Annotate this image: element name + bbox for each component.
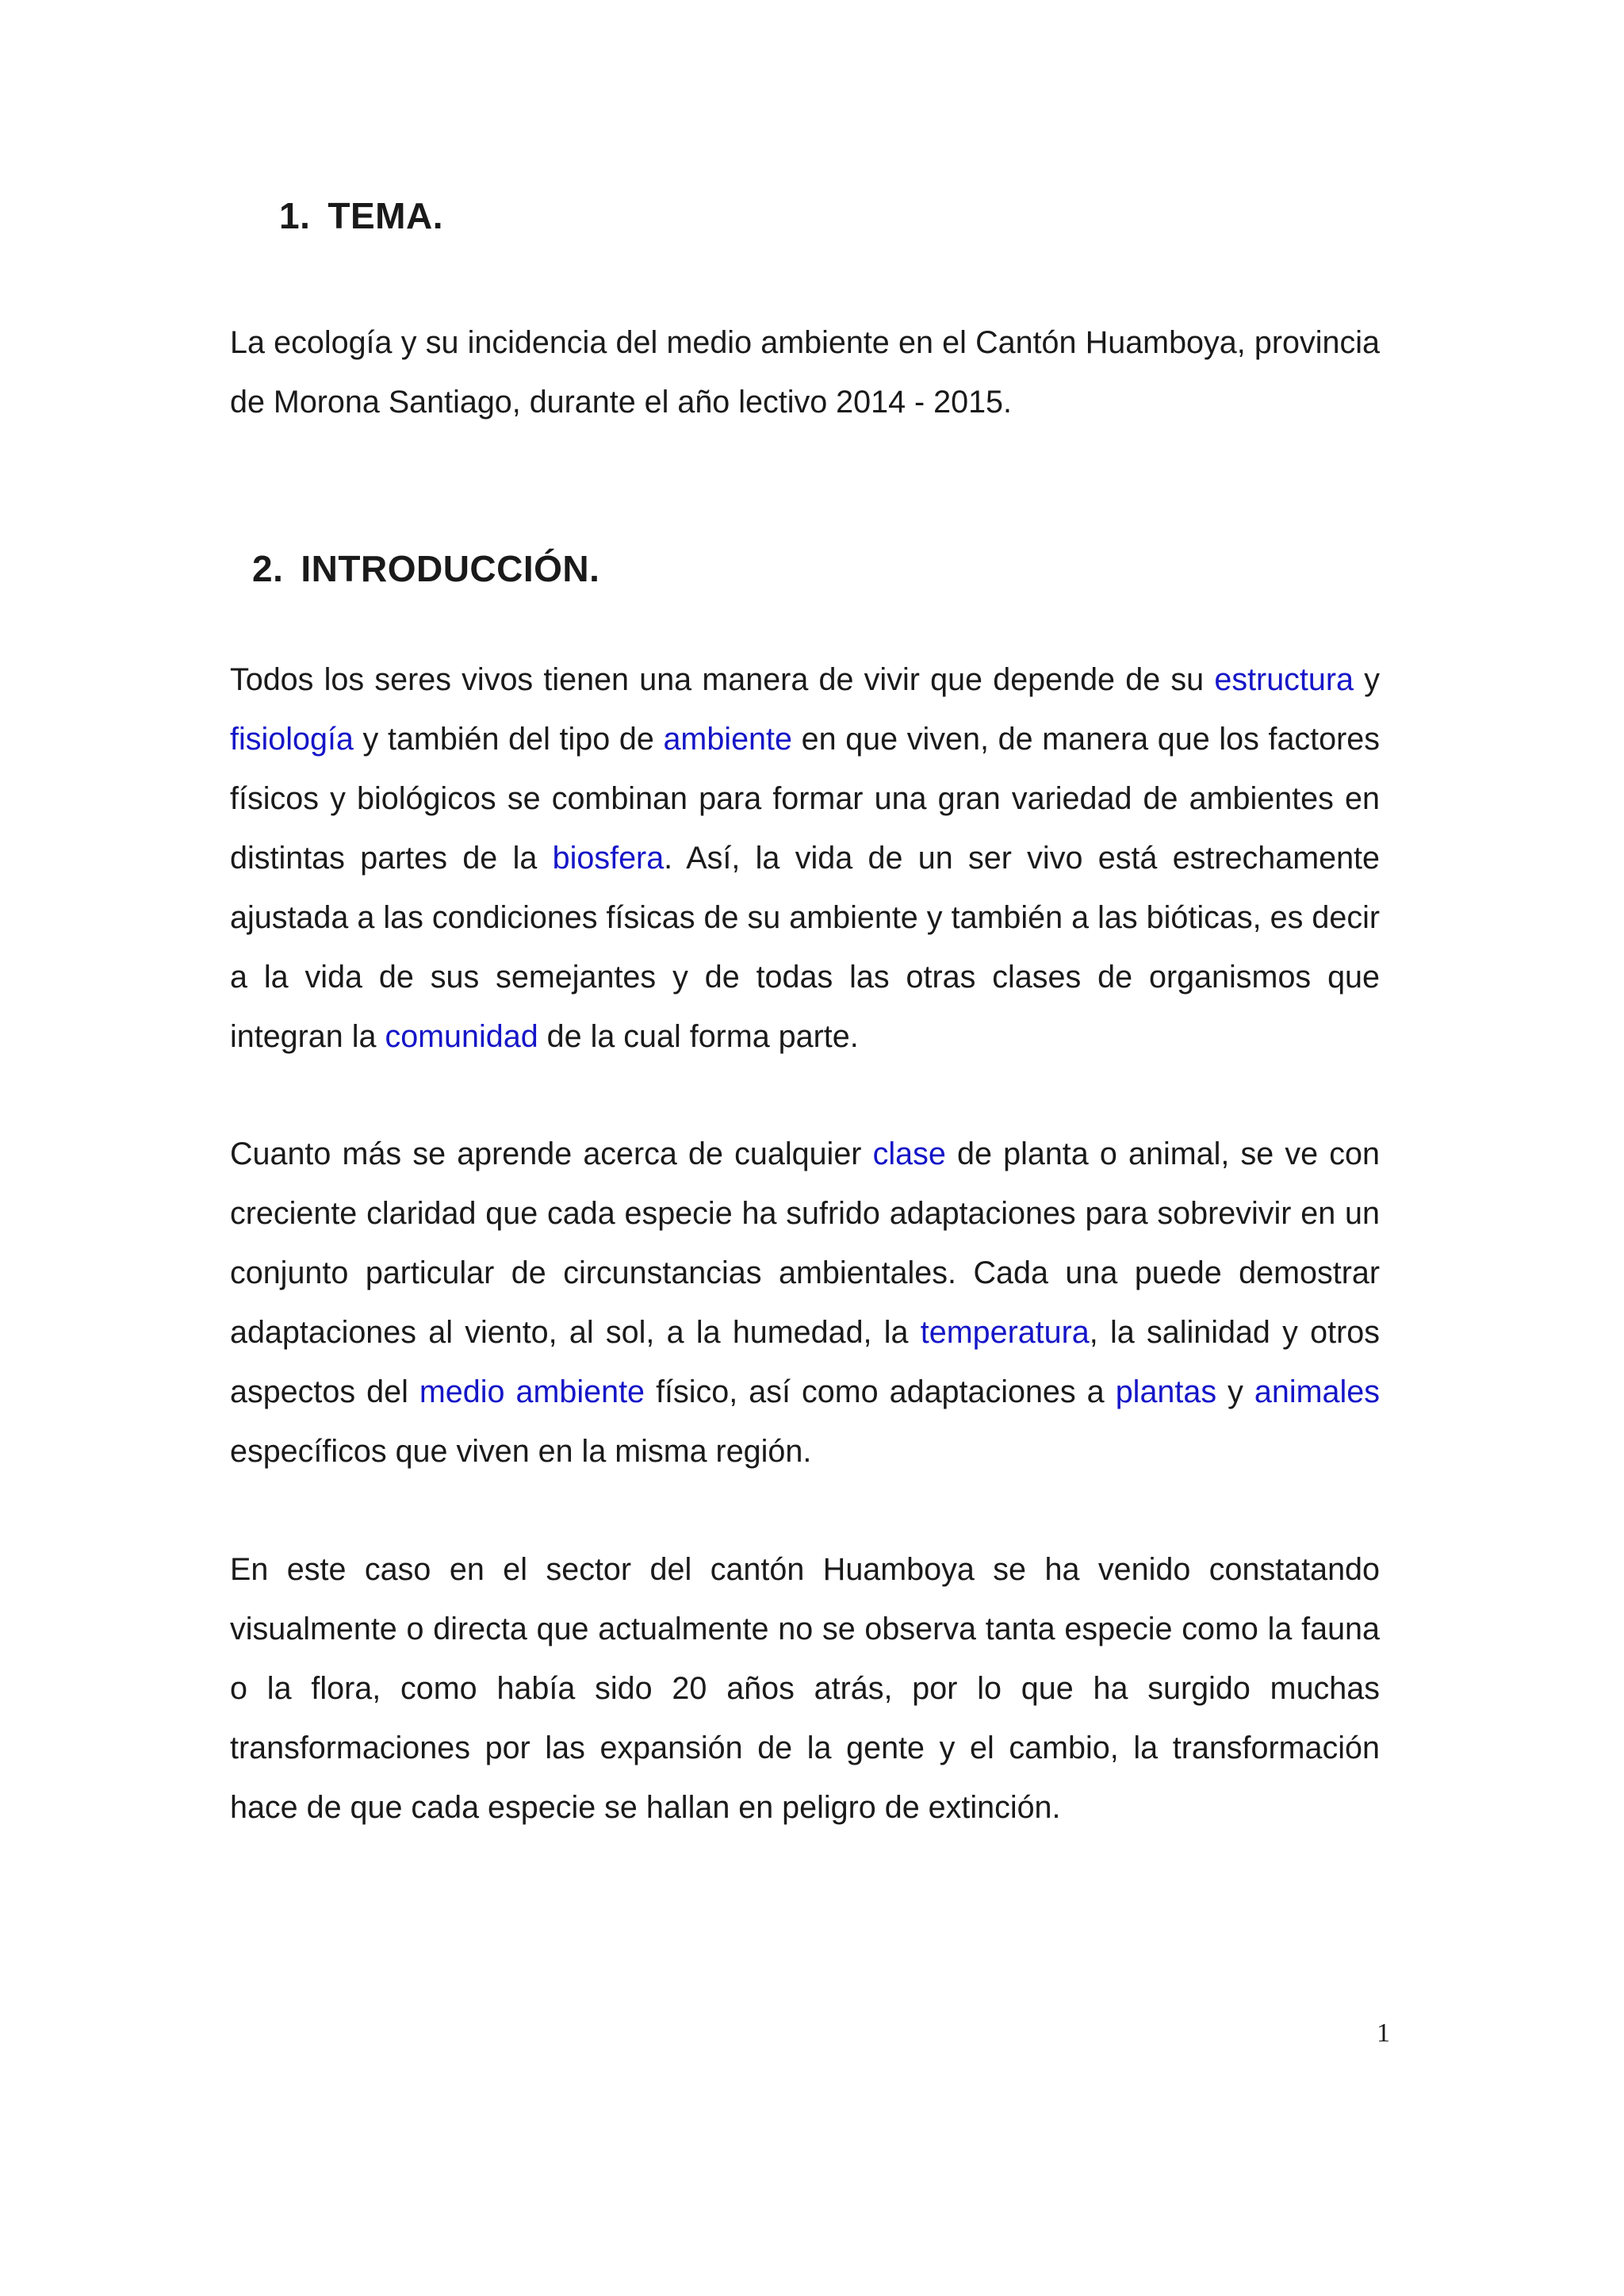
intro-paragraph-1 — [230, 650, 1380, 1067]
link-animales[interactable]: animales — [1254, 1374, 1380, 1409]
intro-paragraph-3: En este caso en el sector del cantón Huamboya se ha venido constatando visualmente o directa que actualmente no se observa tanta especie como la fauna o la flora, como había sido 20 años atrás, por lo que ha surgido muchas transformaciones por las expansión de la gente y el cambio, la transformación hace de que cada especie se hallan en peligro de extinción. — [230, 1552, 1380, 1825]
link-biosfera[interactable]: biosfera — [552, 841, 665, 876]
page-number: 1 — [1377, 2018, 1390, 2048]
section-title: TEMA. — [327, 195, 443, 236]
text-run: en que viven, de manera que los factores físicos y biológicos se combinan para formar una gran variedad de ambientes en distintas partes de la — [230, 722, 1380, 876]
link-fisiologia[interactable]: fisiología — [230, 722, 354, 757]
link-ambiente[interactable]: ambiente — [663, 722, 792, 757]
text-run: y — [1216, 1374, 1254, 1409]
tema-paragraph: La ecología y su incidencia del medio ambiente en el Cantón Huamboya, provincia de Morona Santiago, durante el año lectivo 2014 - 2015. — [230, 325, 1380, 420]
text-run: . Así, la vida de un ser vivo está estrechamente ajustada a las condiciones físicas de su ambiente y también a las bióticas, es decir a la vida de sus semejantes y de todas las otras clases de organismos que integran la — [230, 841, 1380, 1054]
text-run: de la cual forma parte. — [538, 1019, 859, 1054]
text-run: específicos que viven en la misma región. — [230, 1434, 812, 1469]
section-number: 1. — [279, 195, 311, 236]
text-run: , la salinidad y otros aspectos del — [230, 1315, 1380, 1409]
link-medio-ambiente[interactable]: medio ambiente — [419, 1374, 645, 1409]
text-run: Cuanto más se aprende acerca de cualquier — [230, 1137, 873, 1171]
link-clase[interactable]: clase — [872, 1137, 946, 1171]
text-run: de planta o animal, se ve con creciente claridad que cada especie ha sufrido adaptaciones para sobrevivir en un conjunto particular de circunstancias ambientales. Cada una puede demostrar adaptaciones al viento, al sol, a la humedad, la — [230, 1137, 1380, 1350]
intro-paragraph-2 — [230, 1125, 1380, 1481]
section-heading-introduccion — [252, 547, 599, 590]
link-estructura[interactable]: estructura — [1214, 662, 1354, 697]
text-run: físico, así como adaptaciones a — [645, 1374, 1116, 1409]
section-number: 2. — [252, 548, 284, 589]
text-run: y también del tipo de — [353, 722, 664, 757]
link-comunidad[interactable]: comunidad — [385, 1019, 538, 1054]
link-plantas[interactable]: plantas — [1115, 1374, 1217, 1409]
section-title: INTRODUCCIÓN. — [301, 548, 600, 589]
text-run: Todos los seres vivos tienen una manera de vivir que depende de su — [230, 662, 1215, 697]
link-temperatura[interactable]: temperatura — [920, 1315, 1090, 1350]
text-run: y — [1354, 662, 1380, 697]
section-heading-tema — [279, 194, 443, 237]
